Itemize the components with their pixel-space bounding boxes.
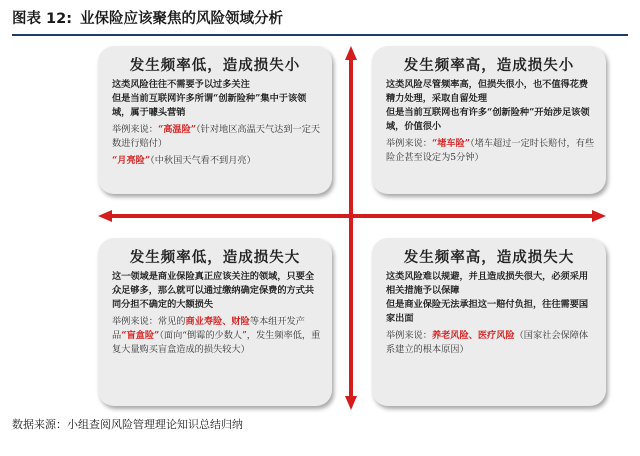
horizontal-axis-arrow <box>98 210 606 222</box>
quadrant-text: 但是商业保险无法承担这一赔付负担，往往需要国家出面 <box>386 299 589 324</box>
example-prefix: 举例来说： <box>386 330 432 341</box>
quadrant-text: 这类风险往往不需要予以过多关注 <box>112 79 250 90</box>
quadrant-text: 这类风险尽管频率高，但损失很小，也不值得花费精力处理，采取自留处理 <box>386 79 589 104</box>
example-product: “高温险” <box>157 124 197 135</box>
data-source-note: 数据来源：小组查阅风险管理理论知识总结归纳 <box>12 418 243 431</box>
quadrant-heading: 发生频率低，造成损失小 <box>129 57 301 74</box>
example-desc: （面向“倒霉的少数人”，发生频率低，重复大量购买盲盒造成的损失较大） <box>112 330 321 355</box>
vertical-axis-arrow <box>345 46 357 410</box>
example-line <box>112 123 322 151</box>
example-prefix: 举例来说： <box>112 124 158 135</box>
figure-title-text: 业保险应该聚焦的风险领域分析 <box>80 11 284 27</box>
example-desc: （针对地区高温天气达到一定天数进行赔付） <box>112 124 321 149</box>
quadrant-high-freq-small-loss <box>372 46 606 194</box>
quadrant-heading: 发生频率高，造成损失小 <box>403 57 575 74</box>
example-mid: 等本组开发产品 <box>112 316 305 341</box>
figure-title <box>12 6 628 32</box>
quadrant-high-freq-large-loss <box>372 238 606 406</box>
quadrant-heading: 发生频率高，造成损失大 <box>403 249 575 266</box>
example-desc: （中秋国天气看不到月亮） <box>150 155 256 166</box>
quadrant-heading: 发生频率低，造成损失大 <box>129 249 301 266</box>
example-prefix: 举例来说： <box>386 138 432 149</box>
quadrant-text: 这类风险难以规避，并且造成损失很大，必须采用相关措施予以保障 <box>386 271 589 296</box>
example-product: 商业寿险、财险 <box>185 316 250 327</box>
example-line <box>112 154 322 168</box>
quadrant-low-freq-small-loss <box>98 46 332 194</box>
figure-label: 图表 12: <box>12 11 73 27</box>
example-desc: （堵车超过一定时长赔付，有些险企甚至设定为5分钟） <box>386 138 595 163</box>
quadrant-text: 但是当前互联网许多所谓“创新险种”集中于该领域，属于噱头营销 <box>112 93 307 118</box>
quadrant-low-freq-large-loss <box>98 238 332 406</box>
example-desc: （国家社会保障体系建立的根本原因） <box>386 330 589 355</box>
example-line <box>386 329 596 357</box>
example-line <box>386 137 596 165</box>
example-prefix: 举例来说：常见的 <box>112 316 186 327</box>
example-product: “堵车险” <box>431 138 471 149</box>
example-product: 养老风险、医疗风险 <box>431 330 515 341</box>
example-line <box>112 315 322 357</box>
example-product: “盲盒险” <box>121 330 160 341</box>
example-product: “月亮险” <box>112 155 151 166</box>
quadrant-text: 但是当前互联网也有许多“创新险种”开始涉足该领域，价值很小 <box>386 107 590 132</box>
title-rule <box>12 34 628 36</box>
quadrant-text: 这一领域是商业保险真正应该关注的领域，只要全众足够多，那么就可以通过缴纳确定保费的方式共同分担不确定的大额损失 <box>112 271 315 310</box>
